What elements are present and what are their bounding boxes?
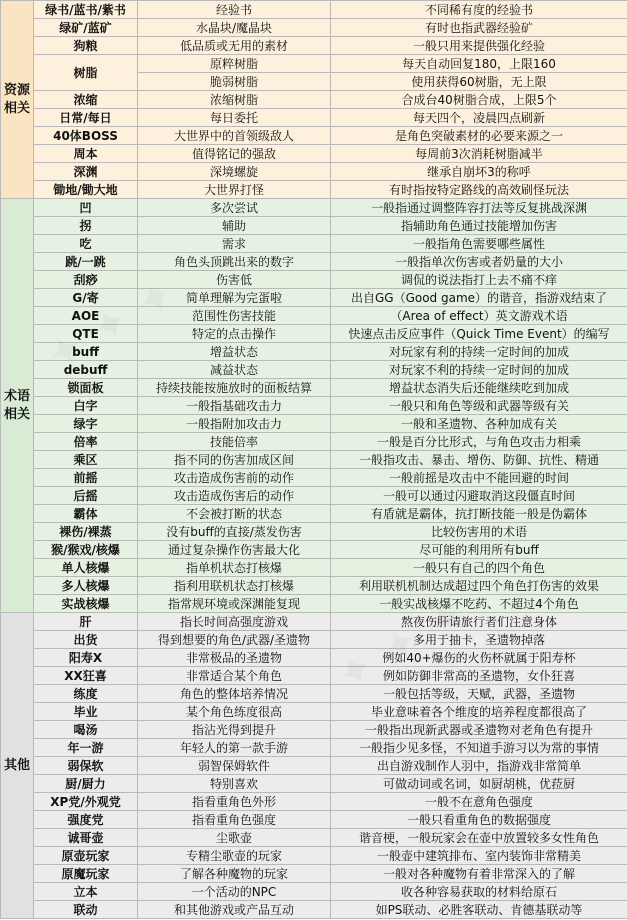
table-row: [1, 55, 627, 73]
description-cell: 快速点击反应事件（Quick Time Event）的编写: [331, 325, 627, 343]
meaning-cell: 攻击造成伤害后的动作: [138, 487, 331, 505]
table-row: [1, 397, 627, 415]
term-cell: XP党/外观党: [34, 793, 138, 811]
meaning-cell: 低品质或无用的素材: [138, 37, 331, 55]
table-row: [1, 901, 627, 919]
table-row: [1, 829, 627, 847]
table-row: [1, 613, 627, 631]
table-row: [1, 865, 627, 883]
meaning-cell: 指单机状态打核爆: [138, 559, 331, 577]
meaning-cell: 大世界打怪: [138, 181, 331, 199]
table-row: [1, 379, 627, 397]
table-row: [1, 703, 627, 721]
description-cell: 每天四个，凌晨四点刷新: [331, 109, 627, 127]
term-cell: buff: [34, 343, 138, 361]
term-cell: 后摇: [34, 487, 138, 505]
meaning-cell: 某个角色练度很高: [138, 703, 331, 721]
table-row: [1, 631, 627, 649]
meaning-cell: 指利用联机状态打核爆: [138, 577, 331, 595]
meaning-cell: 伤害低: [138, 271, 331, 289]
description-cell: 指辅助角色通过技能增加伤害: [331, 217, 627, 235]
meaning-cell: 一个活动的NPC: [138, 883, 331, 901]
term-cell: 原壶玩家: [34, 847, 138, 865]
table-row: [1, 775, 627, 793]
table-row: [1, 595, 627, 613]
table-row: [1, 649, 627, 667]
description-cell: 谐音梗，一般玩家会在壶中放置较多女性角色: [331, 829, 627, 847]
term-cell: AOE: [34, 307, 138, 325]
term-cell: XX狂喜: [34, 667, 138, 685]
description-cell: 增益状态消失后还能继续吃到加成: [331, 379, 627, 397]
table-row: [1, 451, 627, 469]
table-row: [1, 289, 627, 307]
description-cell: 每周前3次消耗树脂减半: [331, 145, 627, 163]
meaning-cell: 一般指附加攻击力: [138, 415, 331, 433]
table-row: [1, 109, 627, 127]
table-row: [1, 847, 627, 865]
description-cell: 一般不在意角色强度: [331, 793, 627, 811]
table-row: [1, 577, 627, 595]
description-cell: 可做动词或名词，如厨胡桃，优菈厨: [331, 775, 627, 793]
description-cell: 收各种容易获取的材料给原石: [331, 883, 627, 901]
description-cell: 继承自崩坏3的称呼: [331, 163, 627, 181]
meaning-cell: 多次尝试: [138, 199, 331, 217]
term-cell: 绿书/蓝书/紫书: [34, 1, 138, 19]
term-cell: 浓缩: [34, 91, 138, 109]
term-cell: 单人核爆: [34, 559, 138, 577]
term-cell: 倍率: [34, 433, 138, 451]
term-cell: 多人核爆: [34, 577, 138, 595]
table-row: [1, 163, 627, 181]
table-row: [1, 1, 627, 19]
table-row: [1, 199, 627, 217]
term-cell: 刮痧: [34, 271, 138, 289]
description-cell: 一般指少见多怪，不知道手游习以为常的事情: [331, 739, 627, 757]
term-cell: 拐: [34, 217, 138, 235]
description-cell: 一般包括等级，天赋，武器，圣遗物: [331, 685, 627, 703]
description-cell: 对玩家有利的持续一定时间的加成: [331, 343, 627, 361]
table-row: [1, 271, 627, 289]
term-cell: 弱保软: [34, 757, 138, 775]
meaning-cell: 弱智保姆软件: [138, 757, 331, 775]
table-row: [1, 91, 627, 109]
description-cell: 一般是百分比形式，与角色攻击力相乘: [331, 433, 627, 451]
term-cell: 40体BOSS: [34, 127, 138, 145]
description-cell: 一般对各种魔物有着非常深入的了解: [331, 865, 627, 883]
description-cell: 调侃的说法指打上去不痛不痒: [331, 271, 627, 289]
meaning-cell: 原粹树脂: [138, 55, 331, 73]
table-row: [1, 235, 627, 253]
meaning-cell: 经验书: [138, 1, 331, 19]
term-cell: 立本: [34, 883, 138, 901]
meaning-cell: 指不同的伤害加成区间: [138, 451, 331, 469]
meaning-cell: 增益状态: [138, 343, 331, 361]
term-cell: 锁面板: [34, 379, 138, 397]
description-cell: 一般指单次伤害或者奶量的大小: [331, 253, 627, 271]
meaning-cell: 角色的整体培养情况: [138, 685, 331, 703]
meaning-cell: 攻击造成伤害前的动作: [138, 469, 331, 487]
description-cell: 一般指通过调整阵容打法等反复挑战深渊: [331, 199, 627, 217]
description-cell: 熬夜伤肝请旅行者们注意身体: [331, 613, 627, 631]
table-row: [1, 433, 627, 451]
table-row: [1, 145, 627, 163]
table-row: [1, 217, 627, 235]
meaning-cell: 一般指基础攻击力: [138, 397, 331, 415]
term-cell: 毕业: [34, 703, 138, 721]
table-row: [1, 883, 627, 901]
meaning-cell: 需求: [138, 235, 331, 253]
term-cell: 厨/厨力: [34, 775, 138, 793]
table-row: [1, 685, 627, 703]
table-row: [1, 559, 627, 577]
table-row: [1, 325, 627, 343]
term-cell: 跳/一跳: [34, 253, 138, 271]
meaning-cell: 得到想要的角色/武器/圣遗物: [138, 631, 331, 649]
term-cell: 原魔玩家: [34, 865, 138, 883]
meaning-cell: 大世界中的首领级敌人: [138, 127, 331, 145]
description-cell: 有盾就是霸体，抗打断技能一般是伪霸体: [331, 505, 627, 523]
meaning-cell: 深境螺旋: [138, 163, 331, 181]
description-cell: 一般指角色需要哪些属性: [331, 235, 627, 253]
term-cell: 肝: [34, 613, 138, 631]
meaning-cell: 脆弱树脂: [138, 73, 331, 91]
description-cell: 有时也指武器经验矿: [331, 19, 627, 37]
description-cell: 一般只有自己的四个角色: [331, 559, 627, 577]
table-row: [1, 523, 627, 541]
description-cell: （Area of effect）英文游戏术语: [331, 307, 627, 325]
description-cell: 比较伤害用的术语: [331, 523, 627, 541]
meaning-cell: 每日委托: [138, 109, 331, 127]
term-cell: 凹: [34, 199, 138, 217]
term-cell: 周本: [34, 145, 138, 163]
description-cell: 如PS联动、必胜客联动、肯德基联动等: [331, 901, 627, 919]
term-cell: 吃: [34, 235, 138, 253]
term-cell: 白字: [34, 397, 138, 415]
description-cell: 一般指出现新武器或圣遗物对老角色有提升: [331, 721, 627, 739]
meaning-cell: 不会被打断的状态: [138, 505, 331, 523]
term-cell: 强度党: [34, 811, 138, 829]
category-cell: 其他: [1, 613, 34, 919]
meaning-cell: 指看重角色外形: [138, 793, 331, 811]
description-cell: 一般只用来提供强化经验: [331, 37, 627, 55]
meaning-cell: 非常极品的圣遗物: [138, 649, 331, 667]
table-row: [1, 361, 627, 379]
meaning-cell: 和其他游戏或产品互动: [138, 901, 331, 919]
meaning-cell: 年轻人的第一款手游: [138, 739, 331, 757]
description-cell: 一般前摇是攻击中不能回避的时间: [331, 469, 627, 487]
description-cell: 每天自动回复180，上限160: [331, 55, 627, 73]
term-cell: G/寄: [34, 289, 138, 307]
term-cell: 日常/每日: [34, 109, 138, 127]
description-cell: 合成台40树脂合成，上限5个: [331, 91, 627, 109]
description-cell: 尽可能的利用所有buff: [331, 541, 627, 559]
description-cell: 有时指按特定路线的高效刷怪玩法: [331, 181, 627, 199]
table-row: [1, 343, 627, 361]
glossary-body: [1, 1, 627, 919]
meaning-cell: 指长时间高强度游戏: [138, 613, 331, 631]
meaning-cell: 非常适合某个角色: [138, 667, 331, 685]
table-row: [1, 37, 627, 55]
term-cell: QTE: [34, 325, 138, 343]
table-row: [1, 811, 627, 829]
table-row: [1, 253, 627, 271]
table-row: [1, 19, 627, 37]
meaning-cell: 尘歌壶: [138, 829, 331, 847]
table-row: [1, 541, 627, 559]
category-cell: 术语 相关: [1, 199, 34, 613]
table-row: [1, 127, 627, 145]
meaning-cell: 没有buff的直接/蒸发伤害: [138, 523, 331, 541]
description-cell: 使用获得60树脂，无上限: [331, 73, 627, 91]
term-cell: 练度: [34, 685, 138, 703]
description-cell: 利用联机机制达成超过四个角色打伤害的效果: [331, 577, 627, 595]
description-cell: 一般只和角色等级和武器等级有关: [331, 397, 627, 415]
description-cell: 是角色突破素材的必要来源之一: [331, 127, 627, 145]
term-cell: debuff: [34, 361, 138, 379]
term-cell: 绿字: [34, 415, 138, 433]
description-cell: 例如40+爆伤的火伤杯就属于阳寿杯: [331, 649, 627, 667]
term-cell: 霸体: [34, 505, 138, 523]
meaning-cell: 了解各种魔物的玩家: [138, 865, 331, 883]
meaning-cell: 浓缩树脂: [138, 91, 331, 109]
meaning-cell: 简单理解为完蛋啦: [138, 289, 331, 307]
term-cell: 猴/猴戏/核爆: [34, 541, 138, 559]
meaning-cell: 范围性伤害技能: [138, 307, 331, 325]
meaning-cell: 专精尘歌壶的玩家: [138, 847, 331, 865]
term-cell: 前摇: [34, 469, 138, 487]
meaning-cell: 特别喜欢: [138, 775, 331, 793]
term-cell: 喝汤: [34, 721, 138, 739]
meaning-cell: 指看重角色强度: [138, 811, 331, 829]
term-cell: 乘区: [34, 451, 138, 469]
meaning-cell: 通过复杂操作伤害最大化: [138, 541, 331, 559]
table-row: [1, 721, 627, 739]
description-cell: 对玩家不利的持续一定时间的加成: [331, 361, 627, 379]
table-row: [1, 487, 627, 505]
table-row: [1, 307, 627, 325]
description-cell: 一般实战核爆不吃药、不超过4个角色: [331, 595, 627, 613]
description-cell: 毕业意味着各个维度的培养程度都很高了: [331, 703, 627, 721]
table-row: [1, 181, 627, 199]
table-row: [1, 415, 627, 433]
term-cell: 实战核爆: [34, 595, 138, 613]
description-cell: 一般指攻击、暴击、增伤、防御、抗性、精通: [331, 451, 627, 469]
description-cell: 出自GG（Good game）的谐音，指游戏结束了: [331, 289, 627, 307]
description-cell: 一般可以通过闪避取消这段僵直时间: [331, 487, 627, 505]
meaning-cell: 指沾光得到提升: [138, 721, 331, 739]
table-row: [1, 667, 627, 685]
term-cell: 裸伤/裸蒸: [34, 523, 138, 541]
term-cell: 绿矿/蓝矿: [34, 19, 138, 37]
term-cell: 深渊: [34, 163, 138, 181]
term-cell: 诚哥壶: [34, 829, 138, 847]
table-row: [1, 505, 627, 523]
description-cell: 例如防御非常高的圣遗物，女仆狂喜: [331, 667, 627, 685]
meaning-cell: 减益状态: [138, 361, 331, 379]
meaning-cell: 持续技能按施放时的面板结算: [138, 379, 331, 397]
table-row: [1, 793, 627, 811]
description-cell: 多用于抽卡，圣遗物掉落: [331, 631, 627, 649]
meaning-cell: 值得铭记的强敌: [138, 145, 331, 163]
term-cell: 树脂: [34, 55, 138, 91]
term-cell: 出货: [34, 631, 138, 649]
meaning-cell: 辅助: [138, 217, 331, 235]
table-row: [1, 469, 627, 487]
description-cell: 不同稀有度的经验书: [331, 1, 627, 19]
table-row: [1, 739, 627, 757]
meaning-cell: 技能倍率: [138, 433, 331, 451]
meaning-cell: 指常规环境或深渊能复现: [138, 595, 331, 613]
table-row: [1, 757, 627, 775]
term-cell: 狗粮: [34, 37, 138, 55]
term-cell: 阳寿X: [34, 649, 138, 667]
term-cell: 联动: [34, 901, 138, 919]
description-cell: 一般只看重角色的数据强度: [331, 811, 627, 829]
meaning-cell: 角色头顶跳出来的数字: [138, 253, 331, 271]
meaning-cell: 水晶块/魔晶块: [138, 19, 331, 37]
category-cell: 资源 相关: [1, 1, 34, 199]
meaning-cell: 特定的点击操作: [138, 325, 331, 343]
description-cell: 一般和圣遗物、各种加成有关: [331, 415, 627, 433]
term-cell: 年一游: [34, 739, 138, 757]
description-cell: 一般壶中建筑排布、室内装饰非常精美: [331, 847, 627, 865]
description-cell: 出自游戏制作人羽中，指游戏非常简单: [331, 757, 627, 775]
term-cell: 锄地/锄大地: [34, 181, 138, 199]
